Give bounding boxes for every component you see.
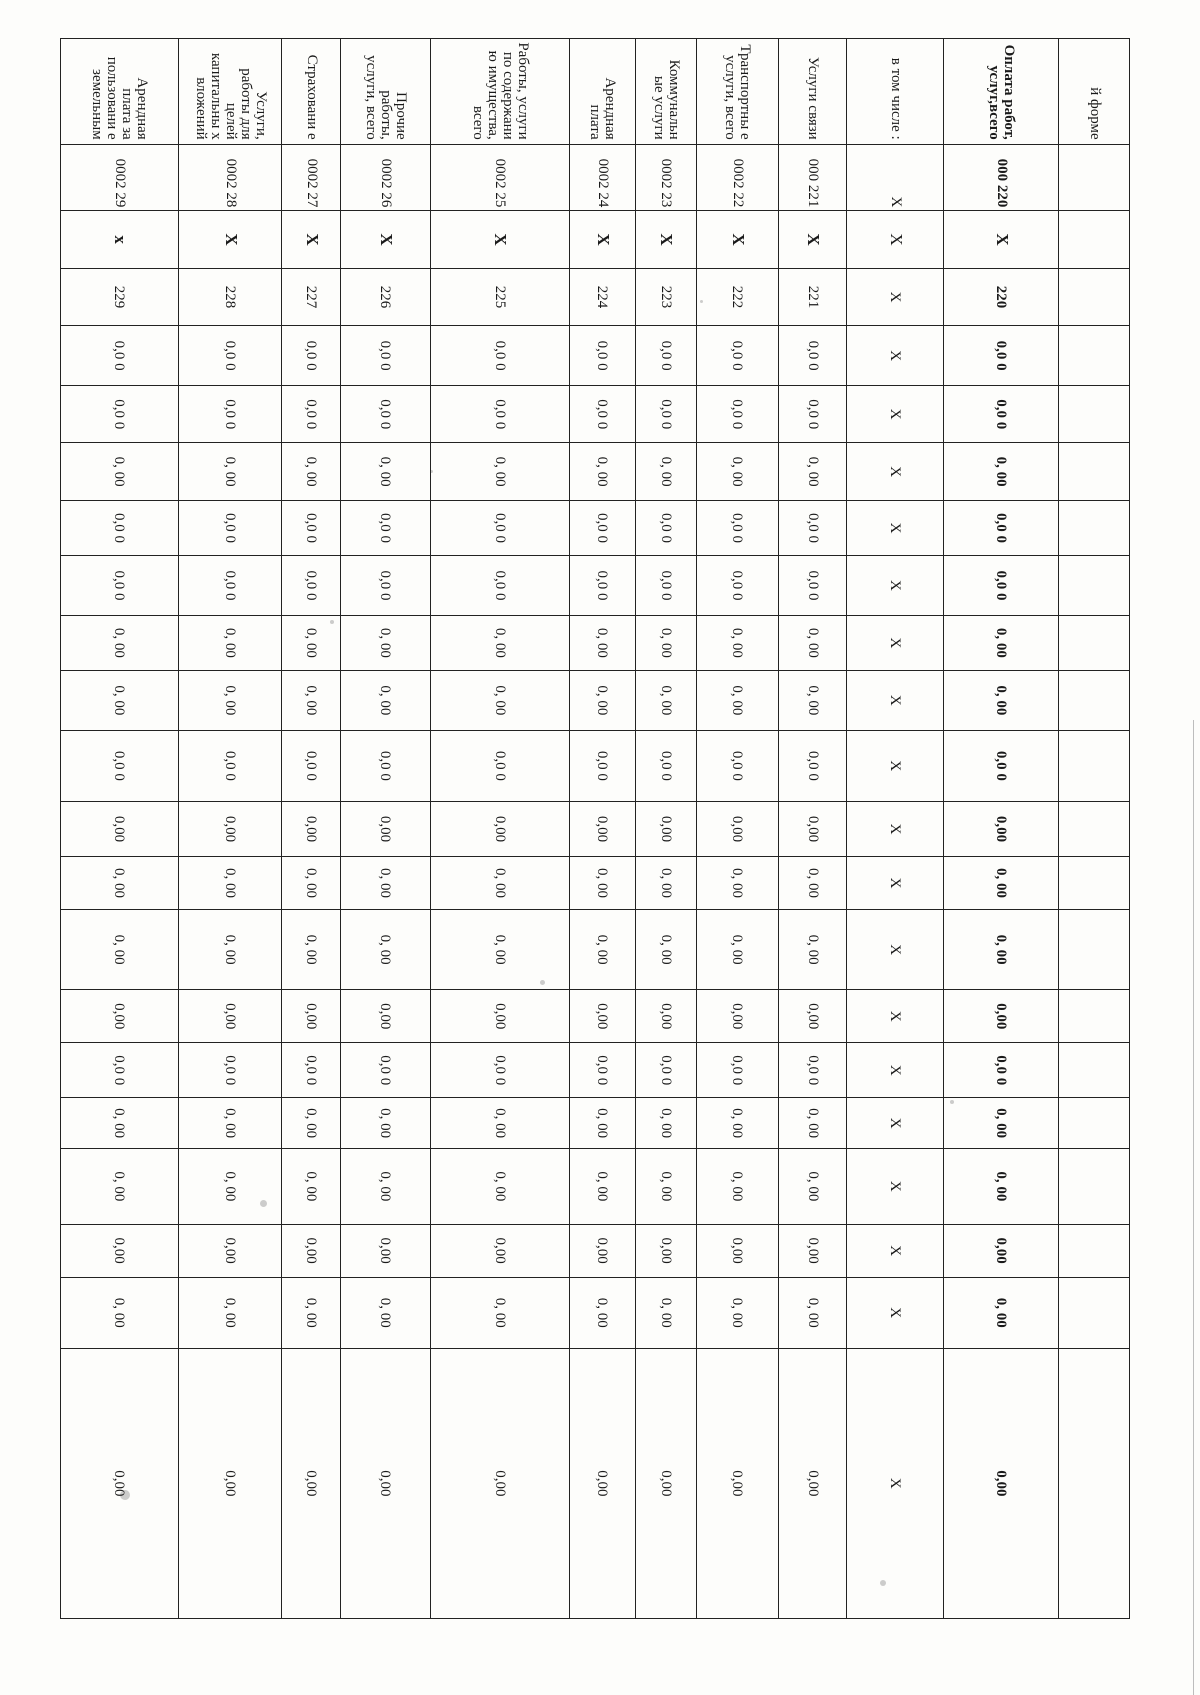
row-line-number: 220 [944,268,1059,325]
table-row [178,39,282,1619]
value-cell: X [847,443,944,500]
value-cell: 0, 00 [779,1277,847,1348]
value-cell: 0, 00 [696,909,778,989]
value-cell: 0,0 0 [635,556,696,616]
value-cell: 0, 00 [430,857,569,910]
value-cell: 0,0 0 [696,730,778,801]
value-cell: 0, 00 [696,1098,778,1149]
value-cell: 0,0 0 [178,500,282,555]
value-cell: 0,0 0 [569,326,635,386]
value-cell: 0,00 [696,1348,778,1618]
value-cell: 0,0 0 [430,1043,569,1098]
value-cell: 0,00 [341,990,430,1043]
table-row [341,39,430,1619]
value-cell: X [847,1148,944,1224]
row-label: Услуги, работы для целей капитальны х вложений [178,39,282,145]
row-mark [696,211,778,268]
row-code: 000 221 [779,144,847,211]
value-cell: 0,00 [696,1224,778,1277]
value-cell: 0,00 [430,801,569,856]
row-line-number: 225 [430,268,569,325]
rotated-table-wrapper [60,38,1130,1618]
value-cell: X [847,1348,944,1618]
value-cell: 0,00 [178,1348,282,1618]
value-cell: 0,00 [779,801,847,856]
header-empty-cell [1059,326,1130,386]
value-cell: 0,00 [282,801,341,856]
value-cell: 0,0 0 [178,730,282,801]
value-cell: 0,00 [61,1348,179,1618]
scan-speckle [880,1580,886,1586]
value-cell: 0, 00 [696,615,778,670]
row-label: Транспортны е услуги, всего [696,39,778,145]
value-cell: 0,0 0 [569,386,635,443]
value-cell: 0, 00 [341,615,430,670]
row-mark [944,211,1059,268]
value-cell: X [847,326,944,386]
value-cell: 0,00 [944,1224,1059,1277]
row-code: 000 220 [944,144,1059,211]
value-cell: 0, 00 [282,670,341,730]
value-cell: X [847,990,944,1043]
scan-edge-line [1193,720,1195,1695]
value-cell: 0, 00 [569,909,635,989]
value-cell: 0,0 0 [696,326,778,386]
row-mark [282,211,341,268]
row-mark [847,211,944,268]
value-cell: 0,0 0 [61,386,179,443]
row-line-number: 222 [696,268,778,325]
value-cell: 0,00 [341,1224,430,1277]
value-cell: 0, 00 [696,857,778,910]
value-cell: 0, 00 [635,670,696,730]
row-mark [341,211,430,268]
value-cell: 0,0 0 [282,556,341,616]
row-code: 0002 24 [569,144,635,211]
value-cell: 0, 00 [635,1098,696,1149]
value-cell: 0, 00 [61,1277,179,1348]
value-cell: 0,00 [944,1348,1059,1618]
value-cell: 0, 00 [779,670,847,730]
value-cell: 0, 00 [178,615,282,670]
value-cell: 0,00 [779,1224,847,1277]
row-line-number: 224 [569,268,635,325]
value-cell: 0,0 0 [944,386,1059,443]
value-cell: 0,0 0 [635,1043,696,1098]
value-cell: 0, 00 [569,615,635,670]
value-cell: 0, 00 [430,670,569,730]
row-code: X [847,144,944,211]
value-cell: 0,0 0 [944,556,1059,616]
value-cell: 0,0 0 [635,730,696,801]
table-row [635,39,696,1619]
header-empty-cell [1059,1348,1130,1618]
header-empty-cell [1059,500,1130,555]
value-cell: 0, 00 [282,909,341,989]
value-cell: 0,0 0 [569,556,635,616]
scan-speckle [540,980,545,985]
value-cell: 0,0 0 [779,1043,847,1098]
value-cell: 0, 00 [178,1148,282,1224]
value-cell: 0,0 0 [779,500,847,555]
value-cell: X [847,801,944,856]
value-cell: 0,0 0 [569,730,635,801]
value-cell: 0, 00 [696,670,778,730]
value-cell: 0,0 0 [635,326,696,386]
value-cell: X [847,615,944,670]
value-cell: X [847,909,944,989]
value-cell: 0,00 [635,1224,696,1277]
value-cell: 0, 00 [696,443,778,500]
row-label: Арендная плата [569,39,635,145]
table-row [430,39,569,1619]
value-cell: 0, 00 [944,443,1059,500]
value-cell: X [847,500,944,555]
header-empty-cell [1059,670,1130,730]
value-cell: 0,00 [569,1224,635,1277]
row-mark-text: X [886,233,906,246]
value-cell: 0,00 [635,1348,696,1618]
value-cell: 0, 00 [944,1098,1059,1149]
table-stage [60,38,1130,1618]
value-cell: 0, 00 [178,909,282,989]
value-cell: 0,00 [569,990,635,1043]
value-cell: 0, 00 [282,1277,341,1348]
value-cell: 0, 00 [61,615,179,670]
table-row [61,39,179,1619]
value-cell: 0,0 0 [61,500,179,555]
value-cell: 0, 00 [61,1148,179,1224]
value-cell: 0, 00 [635,909,696,989]
header-empty-cell [1059,1098,1130,1149]
value-cell: 0,0 0 [944,326,1059,386]
value-cell: 0, 00 [569,1277,635,1348]
value-cell: 0, 00 [569,1098,635,1149]
expense-table [60,38,1130,1619]
value-cell: 0,0 0 [61,1043,179,1098]
value-cell: 0,0 0 [341,386,430,443]
row-mark-text: X [593,233,613,246]
value-cell: 0,00 [282,1348,341,1618]
value-cell: X [847,556,944,616]
row-code: 0002 29 [61,144,179,211]
value-cell: 0,0 0 [178,1043,282,1098]
row-label: Работы, услуги по содержани ю имущества, всего [430,39,569,145]
value-cell: 0,0 0 [282,326,341,386]
value-cell: 0,0 0 [341,730,430,801]
value-cell: X [847,1098,944,1149]
value-cell: 0,0 0 [282,386,341,443]
value-cell: 0, 00 [282,1148,341,1224]
value-cell: 0, 00 [61,1098,179,1149]
row-mark [779,211,847,268]
value-cell: 0,00 [61,1224,179,1277]
value-cell: 0, 00 [430,1277,569,1348]
value-cell: 0, 00 [779,857,847,910]
header-empty-cell [1059,615,1130,670]
value-cell: 0, 00 [944,670,1059,730]
value-cell: 0,0 0 [696,500,778,555]
value-cell: 0,0 0 [944,730,1059,801]
value-cell: 0,0 0 [779,326,847,386]
row-mark [430,211,569,268]
value-cell: 0,0 0 [178,556,282,616]
value-cell: 0,0 0 [944,500,1059,555]
value-cell: 0,00 [178,801,282,856]
header-fragment: й форме [1059,39,1130,145]
header-empty-cell [1059,857,1130,910]
value-cell: 0, 00 [341,909,430,989]
value-cell: 0,00 [430,1224,569,1277]
value-cell: 0,00 [635,801,696,856]
row-line-number: X [847,268,944,325]
value-cell: 0, 00 [178,443,282,500]
value-cell: 0,0 0 [178,386,282,443]
value-cell: 0,0 0 [569,500,635,555]
value-cell: 0, 00 [569,670,635,730]
table-row [944,39,1059,1619]
row-mark-text: X [376,233,396,246]
row-mark [178,211,282,268]
scan-speckle [950,1100,954,1104]
table-row [847,39,944,1619]
row-code: 0002 27 [282,144,341,211]
value-cell: 0, 00 [430,1098,569,1149]
row-label: Оплата работ, услуг,всего [944,39,1059,145]
scan-speckle [260,1200,267,1207]
value-cell: 0,0 0 [430,730,569,801]
value-cell: X [847,1277,944,1348]
row-mark [569,211,635,268]
value-cell: 0, 00 [282,443,341,500]
value-cell: 0, 00 [61,909,179,989]
header-empty-cell [1059,386,1130,443]
table-row [696,39,778,1619]
value-cell: 0,0 0 [696,386,778,443]
value-cell: 0,0 0 [61,326,179,386]
value-cell: 0, 00 [944,615,1059,670]
value-cell: 0,00 [696,990,778,1043]
value-cell: 0, 00 [635,1148,696,1224]
value-cell: 0,0 0 [635,500,696,555]
value-cell: X [847,386,944,443]
value-cell: 0, 00 [430,615,569,670]
value-cell: X [847,1043,944,1098]
header-empty-cell [1059,556,1130,616]
value-cell: 0,00 [696,801,778,856]
value-cell: 0, 00 [61,443,179,500]
row-line-number: 229 [61,268,179,325]
header-empty-cell [1059,144,1130,211]
value-cell: 0, 00 [569,857,635,910]
row-mark-text: x [110,235,130,244]
value-cell: 0,00 [178,1224,282,1277]
value-cell: 0,0 0 [430,556,569,616]
value-cell: 0,0 0 [282,500,341,555]
value-cell: 0,0 0 [61,556,179,616]
value-cell: 0, 00 [696,1148,778,1224]
row-label: Страховани е [282,39,341,145]
row-code: 0002 23 [635,144,696,211]
value-cell: 0,0 0 [341,500,430,555]
row-code: 0002 26 [341,144,430,211]
value-cell: 0, 00 [341,1148,430,1224]
value-cell: 0, 00 [341,670,430,730]
value-cell: 0, 00 [779,1148,847,1224]
value-cell: 0, 00 [61,670,179,730]
table-row [779,39,847,1619]
value-cell: 0,00 [944,801,1059,856]
table-row [282,39,341,1619]
value-cell: 0,00 [178,990,282,1043]
value-cell: 0, 00 [944,1277,1059,1348]
row-line-number: 226 [341,268,430,325]
value-cell: 0, 00 [569,443,635,500]
value-cell: 0,0 0 [696,1043,778,1098]
value-cell: 0, 00 [430,1148,569,1224]
value-cell: 0, 00 [635,615,696,670]
value-cell: X [847,1224,944,1277]
value-cell: 0, 00 [178,670,282,730]
value-cell: 0, 00 [341,443,430,500]
table-row [569,39,635,1619]
value-cell: 0, 00 [779,615,847,670]
value-cell: 0, 00 [282,1098,341,1149]
value-cell: 0, 00 [635,443,696,500]
value-cell: 0,0 0 [569,1043,635,1098]
value-cell: 0, 00 [779,909,847,989]
row-mark-text: X [804,233,824,246]
header-fragment-row [1059,39,1130,1619]
value-cell: 0,0 0 [178,326,282,386]
value-cell: 0, 00 [779,443,847,500]
value-cell: 0, 00 [61,857,179,910]
value-cell: 0,00 [430,1348,569,1618]
value-cell: 0,00 [341,801,430,856]
scan-speckle [330,620,334,624]
value-cell: 0, 00 [944,857,1059,910]
value-cell: 0, 00 [178,1277,282,1348]
row-line-number: 228 [178,268,282,325]
row-line-number: 227 [282,268,341,325]
value-cell: 0,00 [779,990,847,1043]
value-cell: 0, 00 [341,1277,430,1348]
header-empty-cell [1059,990,1130,1043]
value-cell: 0,0 0 [779,556,847,616]
value-cell: 0,0 0 [282,1043,341,1098]
value-cell: 0, 00 [430,909,569,989]
header-empty-cell [1059,801,1130,856]
row-label: Прочие работы, услуги, всего [341,39,430,145]
row-mark-text: X [221,233,241,246]
value-cell: 0,0 0 [430,326,569,386]
header-empty-cell [1059,1224,1130,1277]
value-cell: 0,00 [282,1224,341,1277]
value-cell: 0,00 [282,990,341,1043]
value-cell: 0, 00 [635,1277,696,1348]
row-mark-text: X [728,233,748,246]
value-cell: 0, 00 [569,1148,635,1224]
row-label: Услуги связи [779,39,847,145]
value-cell: 0, 00 [944,1148,1059,1224]
value-cell: 0,0 0 [779,730,847,801]
row-mark [61,211,179,268]
value-cell: 0, 00 [635,857,696,910]
value-cell: 0, 00 [341,1098,430,1149]
value-cell: 0, 00 [430,443,569,500]
header-empty-cell [1059,443,1130,500]
scan-speckle [120,1490,130,1500]
value-cell: 0,0 0 [341,326,430,386]
value-cell: 0, 00 [696,1277,778,1348]
row-code: 0002 25 [430,144,569,211]
value-cell: 0, 00 [178,1098,282,1149]
value-cell: 0,0 0 [696,556,778,616]
value-cell: 0,0 0 [282,730,341,801]
value-cell: 0,00 [944,990,1059,1043]
value-cell: 0,00 [61,801,179,856]
value-cell: 0,00 [779,1348,847,1618]
scan-speckle [700,300,703,303]
value-cell: 0,0 0 [61,730,179,801]
value-cell: 0, 00 [341,857,430,910]
row-mark-text: X [657,233,677,246]
header-empty-cell [1059,1043,1130,1098]
value-cell: 0,0 0 [341,1043,430,1098]
value-cell: 0,00 [569,801,635,856]
header-empty-cell [1059,909,1130,989]
row-mark-text: X [992,233,1012,246]
value-cell: X [847,670,944,730]
value-cell: 0,00 [430,990,569,1043]
value-cell: 0, 00 [282,615,341,670]
row-line-number: 223 [635,268,696,325]
row-label: Арендная плата за пользовани е земельным [61,39,179,145]
value-cell: X [847,730,944,801]
value-cell: 0,0 0 [635,386,696,443]
row-code: 0002 22 [696,144,778,211]
value-cell: 0, 00 [282,857,341,910]
row-line-number: 221 [779,268,847,325]
value-cell: 0,0 0 [341,556,430,616]
row-label: в том числе : [847,39,944,145]
value-cell: 0, 00 [178,857,282,910]
header-empty-cell [1059,1148,1130,1224]
header-empty-cell [1059,730,1130,801]
value-cell: 0,00 [635,990,696,1043]
row-label: Коммунальн ые услуги [635,39,696,145]
header-empty-cell [1059,1277,1130,1348]
row-mark-text: X [302,233,322,246]
value-cell: 0,00 [341,1348,430,1618]
value-cell: 0, 00 [779,1098,847,1149]
value-cell: 0,0 0 [779,386,847,443]
row-mark-text: X [491,233,511,246]
value-cell: 0,0 0 [430,386,569,443]
row-mark [635,211,696,268]
value-cell: 0, 00 [944,909,1059,989]
value-cell: 0,0 0 [944,1043,1059,1098]
value-cell: 0,00 [61,990,179,1043]
value-cell: 0,00 [569,1348,635,1618]
header-empty-cell [1059,211,1130,268]
value-cell: X [847,857,944,910]
row-code: 0002 28 [178,144,282,211]
scan-speckle [430,470,433,473]
header-empty-cell [1059,268,1130,325]
value-cell: 0,0 0 [430,500,569,555]
